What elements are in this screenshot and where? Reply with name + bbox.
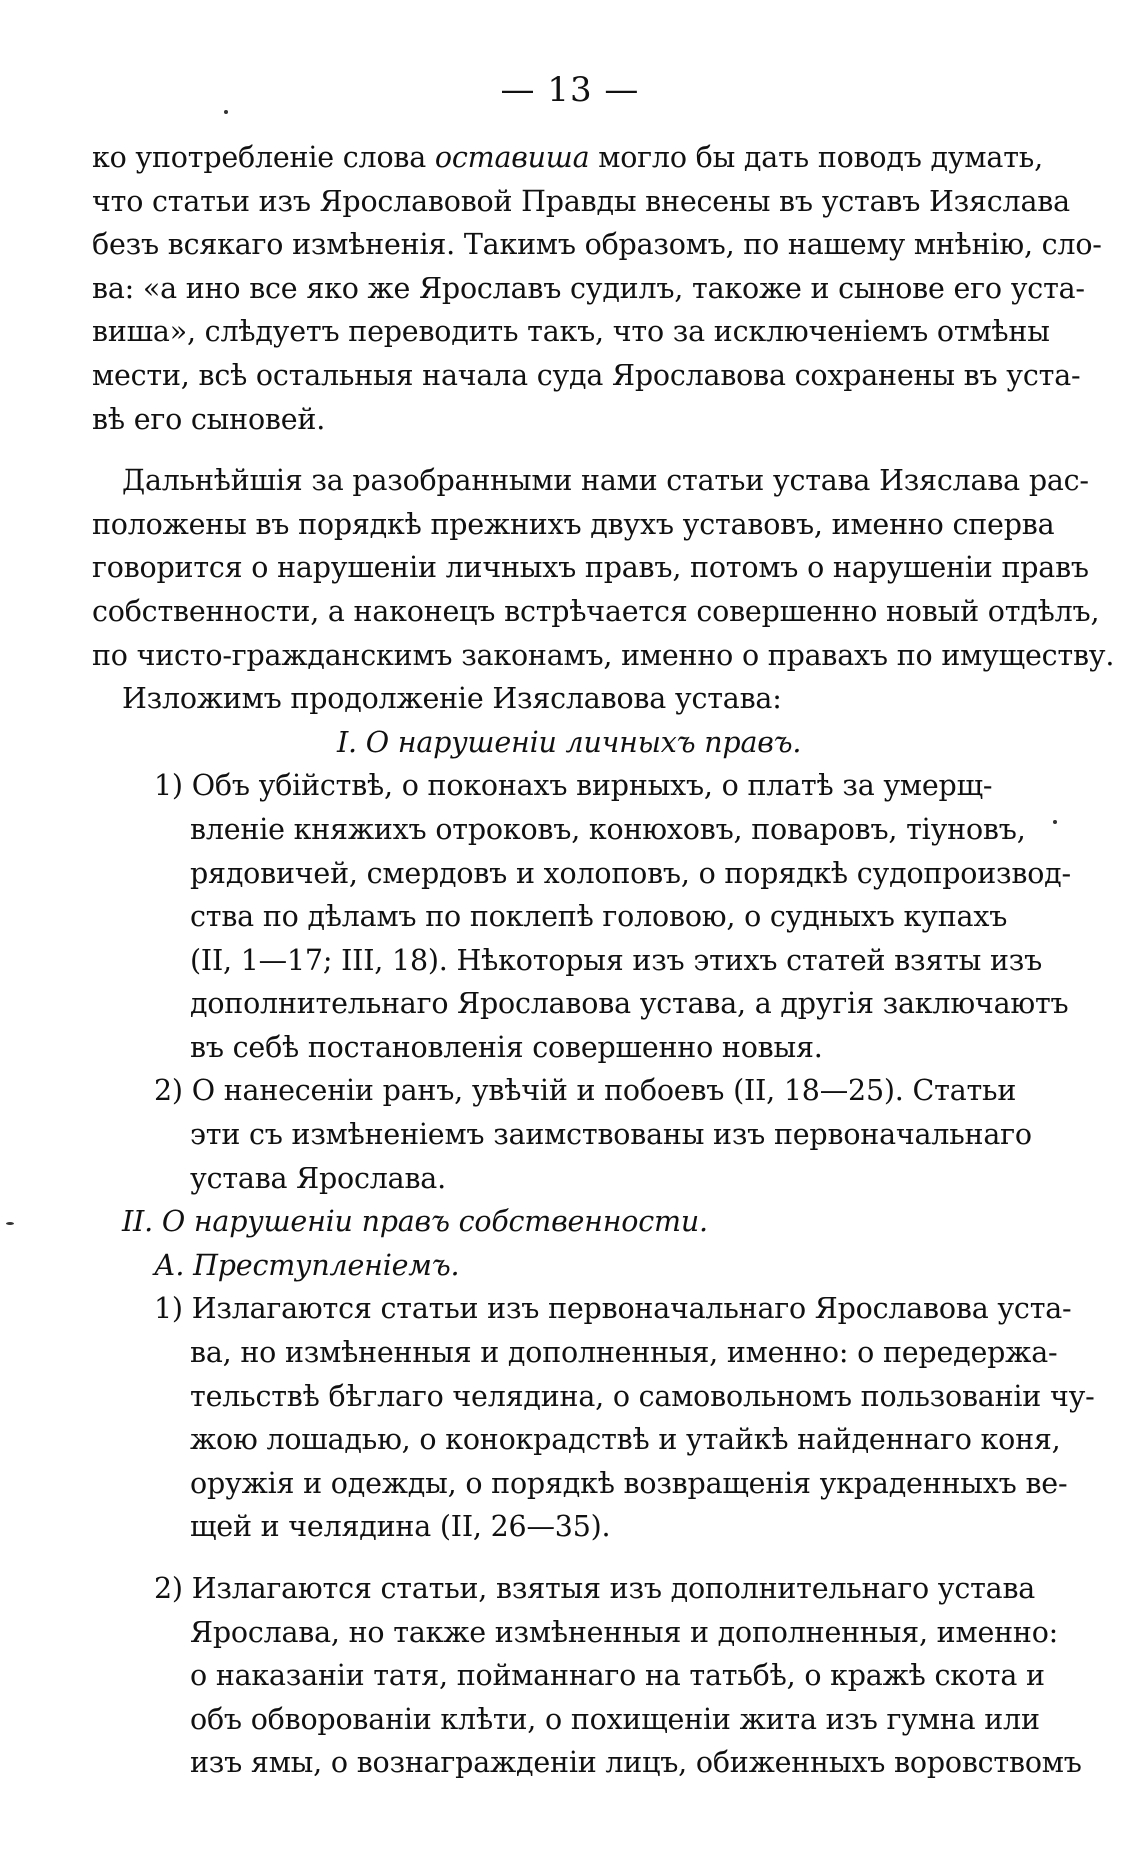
text-line: жою лошадью, о конокрадствѣ и утайкѣ найденнаго коня,: [190, 1423, 1061, 1457]
text-line: ва: «а ино все яко же Ярославъ судилъ, такоже и сынове его уста-: [92, 271, 1085, 305]
subsection-heading-a: А. Преступленіемъ.: [154, 1248, 460, 1282]
text-line: ства по дѣламъ по поклепѣ головою, о судныхъ купахъ: [190, 900, 1008, 934]
text-line: Ярослава, но также измѣненныя и дополненныя, именно:: [190, 1615, 1059, 1649]
text-line: изъ ямы, о вознагражденіи лицъ, обиженныхъ воровствомъ: [190, 1746, 1082, 1780]
list-item-3: [92, 1287, 1095, 1549]
text-line: устава Ярослава.: [190, 1161, 446, 1195]
section-heading-2: II. О нарушеніи правъ собственности.: [122, 1205, 708, 1239]
text-line: мести, всѣ остальныя начала суда Ярославова сохранены въ уста-: [92, 358, 1081, 392]
text-line: по чисто-гражданскимъ законамъ, именно о правахъ по имуществу.: [92, 638, 1115, 672]
text-line: ва, но измѣненныя и дополненныя, именно: о передержа-: [190, 1336, 1058, 1370]
paragraph-3: Изложимъ продолженіе Изяславова устава:: [122, 682, 782, 716]
text-line: 1) Объ убійствѣ, о поконахъ вирныхъ, о платѣ за умерщ-: [154, 769, 993, 803]
paragraph-1: [92, 136, 1102, 441]
text-line: дополнительнаго Ярославова устава, а другія заключаютъ: [190, 987, 1069, 1021]
text-line: собственности, а наконецъ встрѣчается совершенно новый отдѣлъ,: [92, 594, 1100, 628]
paragraph-2: [92, 459, 1115, 677]
page-number: — 13 —: [500, 70, 640, 110]
text-line: щей и челядина (II, 26—35).: [190, 1510, 611, 1544]
text-line: вленіе княжихъ отроковъ, конюховъ, поваровъ, тіуновъ,: [190, 812, 1026, 846]
section-heading-1: I. О нарушеніи личныхъ правъ.: [337, 725, 802, 759]
text-line: что статьи изъ Ярославовой Правды внесены въ уставъ Изяслава: [92, 184, 1070, 218]
text-line: въ себѣ постановленія совершенно новыя.: [190, 1030, 823, 1064]
italic-word: оставиша: [434, 141, 590, 174]
scan-speck: [6, 1222, 14, 1225]
scan-speck: [1053, 820, 1057, 824]
list-item-1: [92, 764, 1071, 1069]
text-line: положены въ порядкѣ прежнихъ двухъ уставовъ, именно сперва: [92, 507, 1055, 541]
text-line: 1) Излагаются статьи изъ первоначальнаго Ярославова уста-: [154, 1292, 1072, 1326]
text-line: 2) О нанесеніи ранъ, увѣчій и побоевъ (II, 18—25). Статьи: [154, 1074, 1017, 1108]
text-line: (II, 1—17; III, 18). Нѣкоторыя изъ этихъ статей взяты изъ: [190, 943, 1043, 977]
text-line: вѣ его сыновей.: [92, 402, 326, 436]
text-line: о наказаніи татя, пойманнаго на татьбѣ, о кражѣ скота и: [190, 1659, 1045, 1693]
scan-speck: [224, 110, 228, 114]
text-line: тельствѣ бѣглаго челядина, о самовольномъ пользованіи чу-: [190, 1379, 1095, 1413]
text-line: ко употребленіе слова оставиша могло бы дать поводъ думать,: [92, 136, 1014, 180]
text-line: эти съ измѣненіемъ заимствованы изъ первоначальнаго: [190, 1118, 1032, 1152]
body-text: [92, 136, 1115, 1785]
text-line: безъ всякаго измѣненія. Такимъ образомъ, по нашему мнѣнію, сло-: [92, 228, 1102, 262]
list-item-4: [92, 1567, 1082, 1785]
text-line: оружія и одежды, о порядкѣ возвращенія украденныхъ ве-: [190, 1466, 1068, 1500]
list-item-2: [92, 1069, 1032, 1200]
text-line: говорится о нарушеніи личныхъ правъ, потомъ о нарушеніи правъ: [92, 551, 1089, 585]
text-line: Дальнѣйшія за разобранными нами статьи устава Изяслава рас-: [122, 464, 1089, 498]
text-line: объ обворованіи клѣти, о похищеніи жита изъ гумна или: [190, 1702, 1040, 1736]
text-line: 2) Излагаются статьи, взятыя изъ дополнительнаго устава: [154, 1572, 1036, 1605]
text-line: виша», слѣдуетъ переводить такъ, что за исключеніемъ отмѣны: [92, 315, 1050, 349]
text-line: рядовичей, смердовъ и холоповъ, о порядкѣ судопроизвод-: [190, 856, 1071, 890]
